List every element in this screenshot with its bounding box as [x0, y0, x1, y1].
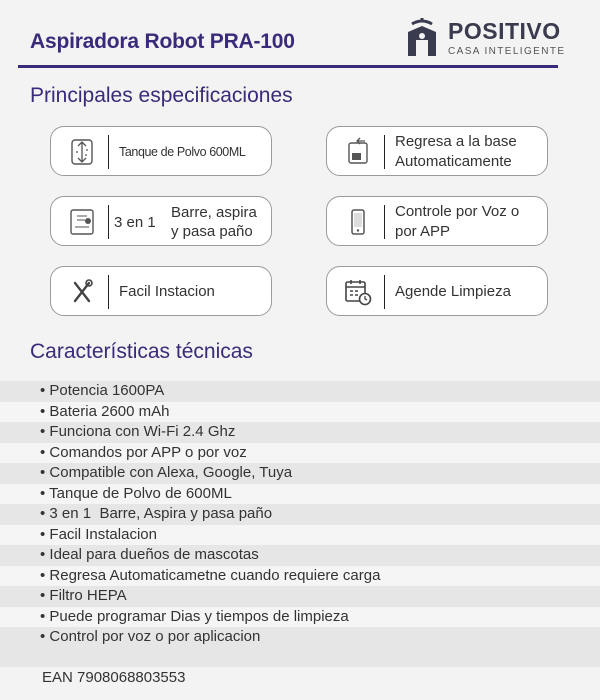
- spec-divider: [384, 275, 385, 309]
- spec-divider: [384, 135, 385, 169]
- tech-item: • Potencia 1600PA: [0, 381, 600, 402]
- spec-label: Tanque de Polvo 600ML: [119, 145, 246, 159]
- ean-code: EAN 7908068803553: [42, 669, 186, 686]
- tech-item: • Comandos por APP o por voz: [0, 443, 600, 464]
- spec-divider: [384, 205, 385, 239]
- tech-item: • Funciona con Wi-Fi 2.4 Ghz: [0, 422, 600, 443]
- tech-item: • Compatible con Alexa, Google, Tuya: [0, 463, 600, 484]
- brand-subtitle: CASA INTELIGENTE: [448, 46, 566, 57]
- brand-name: POSITIVO: [448, 18, 561, 44]
- sweep-mop-icon: [67, 207, 97, 237]
- ean-band: [0, 647, 600, 667]
- base-return-icon: [343, 137, 373, 167]
- spec-divider: [108, 275, 109, 309]
- tech-item: • Regresa Automaticametne cuando requiere carga: [0, 566, 600, 587]
- tech-item: • Control por voz o por aplicacion: [0, 627, 600, 648]
- specs-heading: Principales especificaciones: [30, 84, 293, 107]
- tech-heading: Características técnicas: [30, 340, 253, 363]
- product-title: Aspiradora Robot PRA-100: [30, 30, 295, 53]
- spec-label: Regresa a la base Automaticamente: [395, 133, 517, 170]
- title-divider: [18, 65, 558, 68]
- spec-prefix: 3 en 1: [114, 213, 156, 231]
- brand-logo: [406, 16, 566, 62]
- spec-divider: [108, 205, 109, 239]
- calendar-clock-icon: [343, 277, 373, 307]
- spec-card-schedule: [326, 266, 548, 316]
- tech-list: [0, 381, 600, 648]
- spec-card-base-return: [326, 126, 548, 176]
- spec-label: Facil Instacion: [119, 283, 215, 300]
- spec-card-install: [50, 266, 272, 316]
- dust-tank-icon: [67, 137, 97, 167]
- spec-card-dust-tank: [50, 126, 272, 176]
- tech-item: • Filtro HEPA: [0, 586, 600, 607]
- spec-card-3in1: [50, 196, 272, 246]
- spec-label: Controle por Voz o por APP: [395, 203, 520, 240]
- tools-icon: [67, 277, 97, 307]
- spec-label: Agende Limpieza: [395, 283, 511, 300]
- house-logo-icon: [406, 16, 438, 58]
- tech-item: • Puede programar Dias y tiempos de limpieza: [0, 607, 600, 628]
- header: [0, 0, 600, 72]
- spec-divider: [108, 135, 109, 169]
- spec-card-voice-app: [326, 196, 548, 246]
- tech-item: • Facil Instalacion: [0, 525, 600, 546]
- tech-item: • Bateria 2600 mAh: [0, 402, 600, 423]
- tech-item: • Tanque de Polvo de 600ML: [0, 484, 600, 505]
- tech-item: • 3 en 1 Barre, Aspira y pasa paño: [0, 504, 600, 525]
- phone-app-icon: [343, 207, 373, 237]
- spec-label: Barre, aspira y pasa paño: [171, 204, 257, 240]
- tech-item: • Ideal para dueños de mascotas: [0, 545, 600, 566]
